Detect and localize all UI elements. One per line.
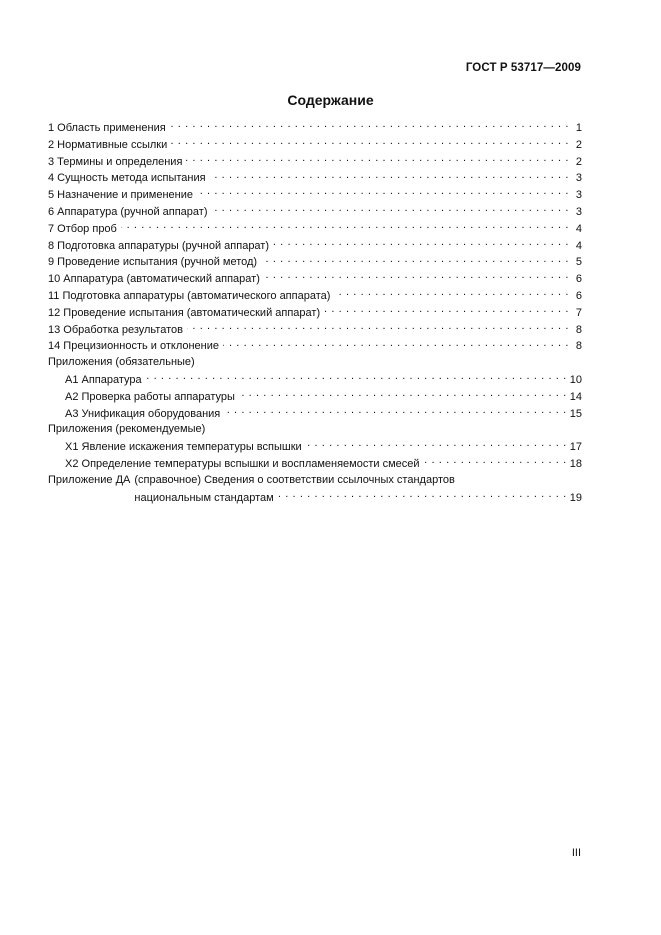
- appendix-da-entry[interactable]: [48, 472, 582, 506]
- toc-entry-1[interactable]: [48, 119, 582, 136]
- toc-entry-5[interactable]: [48, 186, 582, 203]
- leader-dots: [239, 388, 567, 400]
- leader-dots: [424, 455, 567, 467]
- toc-entry-label: 9 Проведение испытания (ручной метод): [48, 256, 258, 269]
- toc-entry-page: 4: [575, 222, 582, 235]
- table-of-contents: [48, 119, 582, 505]
- appendix-a1-entry[interactable]: [48, 371, 582, 388]
- toc-entry-2[interactable]: [48, 136, 582, 153]
- toc-entry-page: 3: [575, 172, 582, 185]
- leader-dots: [334, 287, 569, 299]
- document-code: ГОСТ Р 53717—2009: [465, 62, 581, 74]
- toc-entry-label: 2 Нормативные ссылки: [48, 138, 168, 151]
- toc-entry-label: 14 Прецизионность и отклонение: [48, 340, 220, 353]
- appendix-da-line2: национальным стандартам: [134, 491, 274, 504]
- leader-dots: [146, 371, 567, 383]
- toc-entry-label: 10 Аппаратура (автоматический аппарат): [48, 273, 260, 286]
- toc-entry-label: 4 Сущность метода испытания: [48, 172, 206, 185]
- toc-entry-page: 4: [575, 239, 582, 252]
- leader-dots: [186, 153, 569, 165]
- leader-dots: [210, 169, 569, 181]
- toc-entry-12[interactable]: [48, 304, 582, 321]
- toc-entry-page: 1: [575, 122, 582, 134]
- leader-dots: [121, 220, 569, 232]
- toc-entry-3[interactable]: [48, 153, 582, 170]
- appendix-da-body: [134, 472, 582, 506]
- toc-entry-page: 19: [569, 491, 582, 504]
- toc-entry-4[interactable]: [48, 169, 582, 186]
- leader-dots: [264, 270, 569, 282]
- toc-entry-7[interactable]: [48, 220, 582, 237]
- toc-entry-label: 13 Обработка результатов: [48, 323, 183, 336]
- toc-entry-label: 8 Подготовка аппаратуры (ручной аппарат): [48, 239, 270, 252]
- leader-dots: [212, 203, 570, 215]
- toc-entry-label: 3 Термины и определения: [48, 155, 183, 168]
- toc-entry-label: 12 Проведение испытания (автоматический аппарат): [48, 306, 321, 319]
- toc-entry-label: Х1 Явление искажения температуры вспышки: [65, 441, 302, 454]
- toc-entry-page: 17: [569, 441, 582, 454]
- appendix-mandatory-heading: Приложения (обязательные): [48, 356, 195, 369]
- toc-entry-page: 10: [569, 373, 582, 386]
- toc-entry-page: 8: [575, 323, 582, 336]
- leader-dots: [223, 337, 569, 349]
- toc-entry-label: А1 Аппаратура: [65, 373, 142, 386]
- appendix-x2-entry[interactable]: [48, 455, 582, 472]
- toc-entry-page: 18: [569, 457, 582, 470]
- appendix-da-prefix: Приложение ДА: [48, 473, 131, 486]
- toc-entry-label: А2 Проверка работы аппаратуры: [65, 390, 235, 403]
- toc-entry-label: 7 Отбор проб: [48, 222, 117, 235]
- toc-entry-page: 6: [575, 273, 582, 286]
- leader-dots: [306, 438, 567, 450]
- toc-entry-page: 8: [575, 340, 582, 353]
- leader-dots: [171, 136, 569, 148]
- appendix-x1-entry[interactable]: [48, 438, 582, 455]
- page-number: III: [571, 847, 581, 859]
- toc-entry-page: 5: [575, 256, 582, 269]
- leader-dots: [170, 119, 569, 131]
- leader-dots: [197, 186, 569, 198]
- toc-entry-page: 7: [575, 306, 582, 319]
- toc-entry-11[interactable]: [48, 287, 582, 304]
- toc-entry-label: 11 Подготовка аппаратуры (автоматического аппарата): [48, 289, 331, 302]
- leader-dots: [273, 237, 569, 249]
- leader-dots: [324, 304, 569, 316]
- toc-entry-page: 3: [575, 205, 582, 218]
- toc-entry-label: 5 Назначение и применение: [48, 189, 193, 202]
- appendix-da-line1: (справочное) Сведения о соответствии ссылочных стандартов: [134, 473, 455, 486]
- toc-entry-14[interactable]: [48, 337, 582, 354]
- toc-entry-label: Х2 Определение температуры вспышки и воспламеняемости смесей: [65, 457, 420, 470]
- leader-dots: [224, 405, 566, 417]
- toc-entry-label: А3 Унификация оборудования: [65, 407, 221, 420]
- toc-entry-10[interactable]: [48, 270, 582, 287]
- toc-entry-13[interactable]: [48, 321, 582, 338]
- toc-entry-page: 3: [575, 189, 582, 202]
- toc-entry-page: 14: [569, 390, 582, 403]
- toc-entry-page: 2: [575, 155, 582, 168]
- toc-entry-page: 15: [569, 407, 582, 420]
- toc-entry-page: 2: [575, 138, 582, 151]
- toc-entry-label: 6 Аппаратура (ручной аппарат): [48, 205, 208, 218]
- toc-entry-9[interactable]: [48, 253, 582, 270]
- page-title: Содержание: [287, 92, 374, 108]
- appendix-recommended-heading: Приложения (рекомендуемые): [48, 423, 206, 436]
- leader-dots: [278, 489, 567, 501]
- toc-entry-label: 1 Область применения: [48, 122, 166, 134]
- appendix-da-line2-row: [134, 489, 582, 506]
- leader-dots: [187, 321, 569, 333]
- toc-entry-6[interactable]: [48, 203, 582, 220]
- toc-entry-page: 6: [575, 289, 582, 302]
- appendix-a2-entry[interactable]: [48, 388, 582, 405]
- leader-dots: [261, 253, 569, 265]
- toc-entry-8[interactable]: [48, 237, 582, 254]
- appendix-a3-entry[interactable]: [48, 405, 582, 422]
